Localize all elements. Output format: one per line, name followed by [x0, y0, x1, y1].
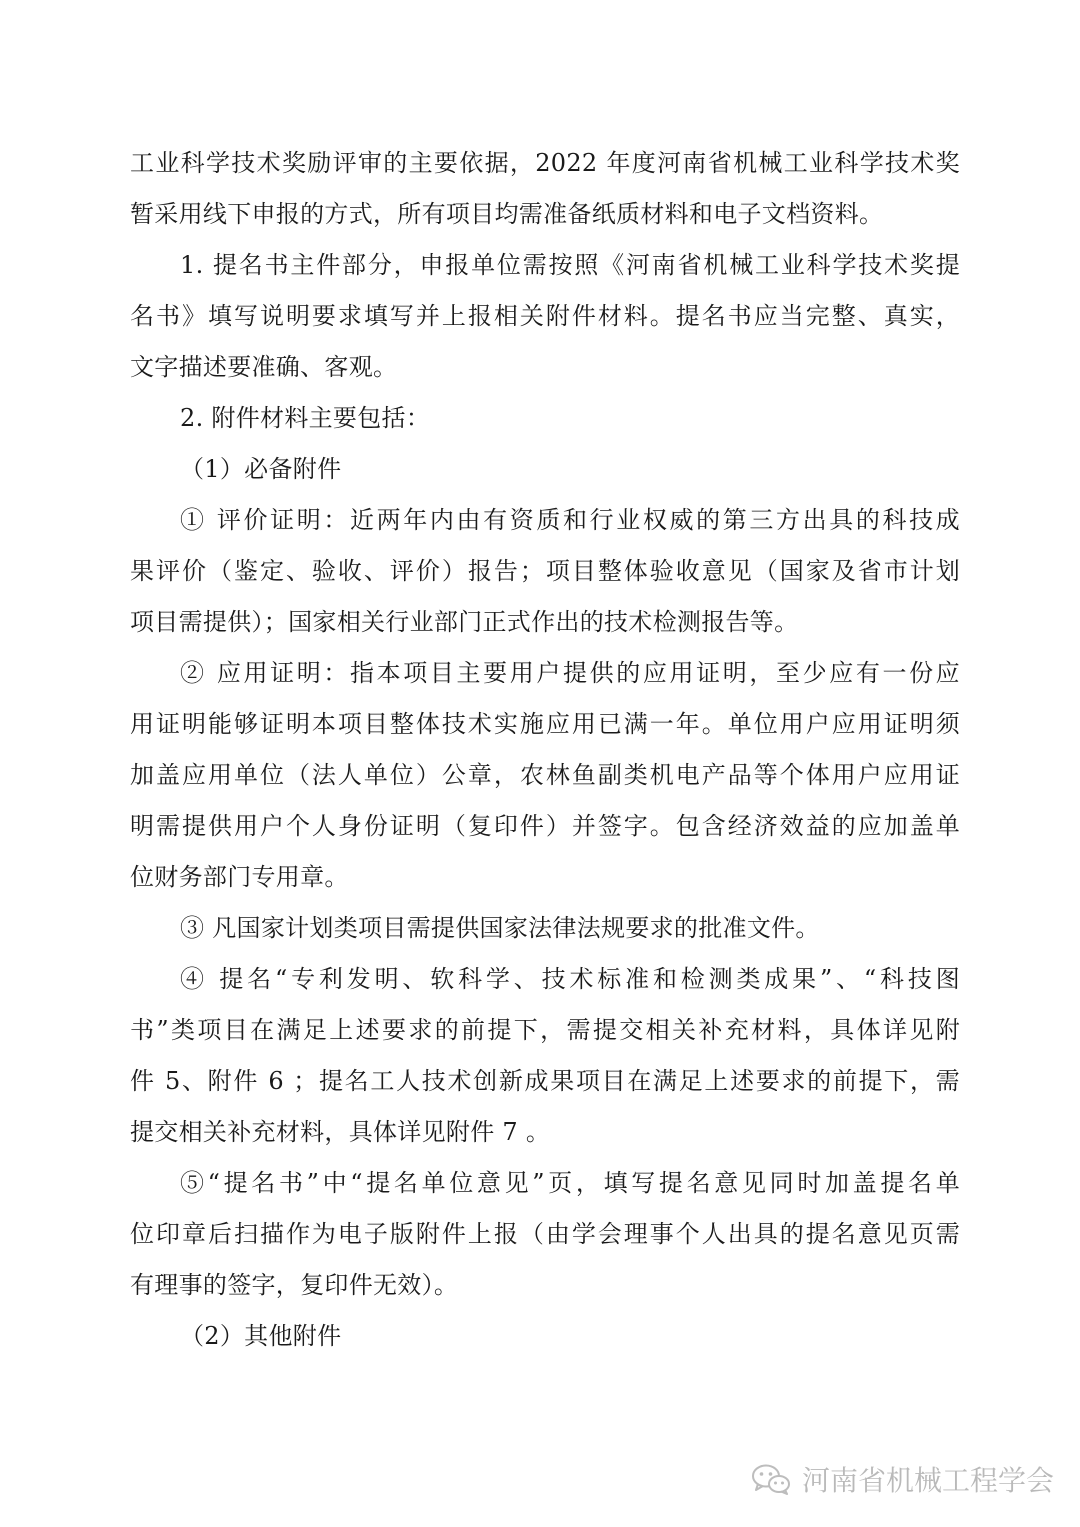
- paragraph-line: 加盖应用单位（法人单位）公章，农林鱼副类机电产品等个体用户应用证: [130, 761, 960, 789]
- wechat-icon: [750, 1463, 792, 1495]
- section-heading: （2）其他附件: [180, 1322, 342, 1350]
- paragraph-line: ① 评价证明：近两年内由有资质和行业权威的第三方出具的科技成: [180, 506, 960, 534]
- paragraph-line: 件 5、附件 6 ；提名工人技术创新成果项目在满足上述要求的前提下，需: [130, 1067, 960, 1095]
- paragraph-line: 位财务部门专用章。: [130, 863, 349, 891]
- paragraph-line: 文字描述要准确、客观。: [130, 353, 398, 381]
- paragraph-line: ③ 凡国家计划类项目需提供国家法律法规要求的批准文件。: [180, 914, 820, 942]
- paragraph-line: 用证明能够证明本项目整体技术实施应用已满一年。单位用户应用证明须: [130, 710, 960, 738]
- paragraph-line: 1. 提名书主件部分，申报单位需按照《河南省机械工业科学技术奖提: [180, 251, 960, 279]
- paragraph-line: 书”类项目在满足上述要求的前提下，需提交相关补充材料，具体详见附: [130, 1016, 960, 1044]
- watermark: [750, 1461, 1054, 1497]
- paragraph-line: ④ 提名“专利发明、软科学、技术标准和检测类成果”、“科技图: [180, 965, 960, 993]
- paragraph-line: 位印章后扫描作为电子版附件上报（由学会理事个人出具的提名意见页需: [130, 1220, 960, 1248]
- section-heading: （1）必备附件: [180, 455, 342, 483]
- paragraph-line: 有理事的签字，复印件无效）。: [130, 1271, 459, 1299]
- watermark-text: 河南省机械工程学会: [802, 1464, 1055, 1497]
- paragraph-line: 提交相关补充材料，具体详见附件 7 。: [130, 1118, 551, 1146]
- paragraph-line: 2. 附件材料主要包括：: [180, 404, 431, 432]
- paragraph-line: 明需提供用户个人身份证明（复印件）并签字。包含经济效益的应加盖单: [130, 812, 960, 840]
- paragraph-line: 暂采用线下申报的方式，所有项目均需准备纸质材料和电子文档资料。: [130, 200, 884, 228]
- paragraph-line: 名书》填写说明要求填写并上报相关附件材料。提名书应当完整、真实，: [130, 302, 960, 330]
- paragraph-line: 果评价（鉴定、验收、评价）报告；项目整体验收意见（国家及省市计划: [130, 557, 960, 585]
- paragraph-line: ② 应用证明：指本项目主要用户提供的应用证明，至少应有一份应: [180, 659, 960, 687]
- paragraph-line: 工业科学技术奖励评审的主要依据，2022 年度河南省机械工业科学技术奖: [130, 149, 960, 177]
- paragraph-line: 项目需提供）；国家相关行业部门正式作出的技术检测报告等。: [130, 608, 799, 636]
- paragraph-line: ⑤“提名书”中“提名单位意见”页，填写提名意见同时加盖提名单: [180, 1169, 960, 1197]
